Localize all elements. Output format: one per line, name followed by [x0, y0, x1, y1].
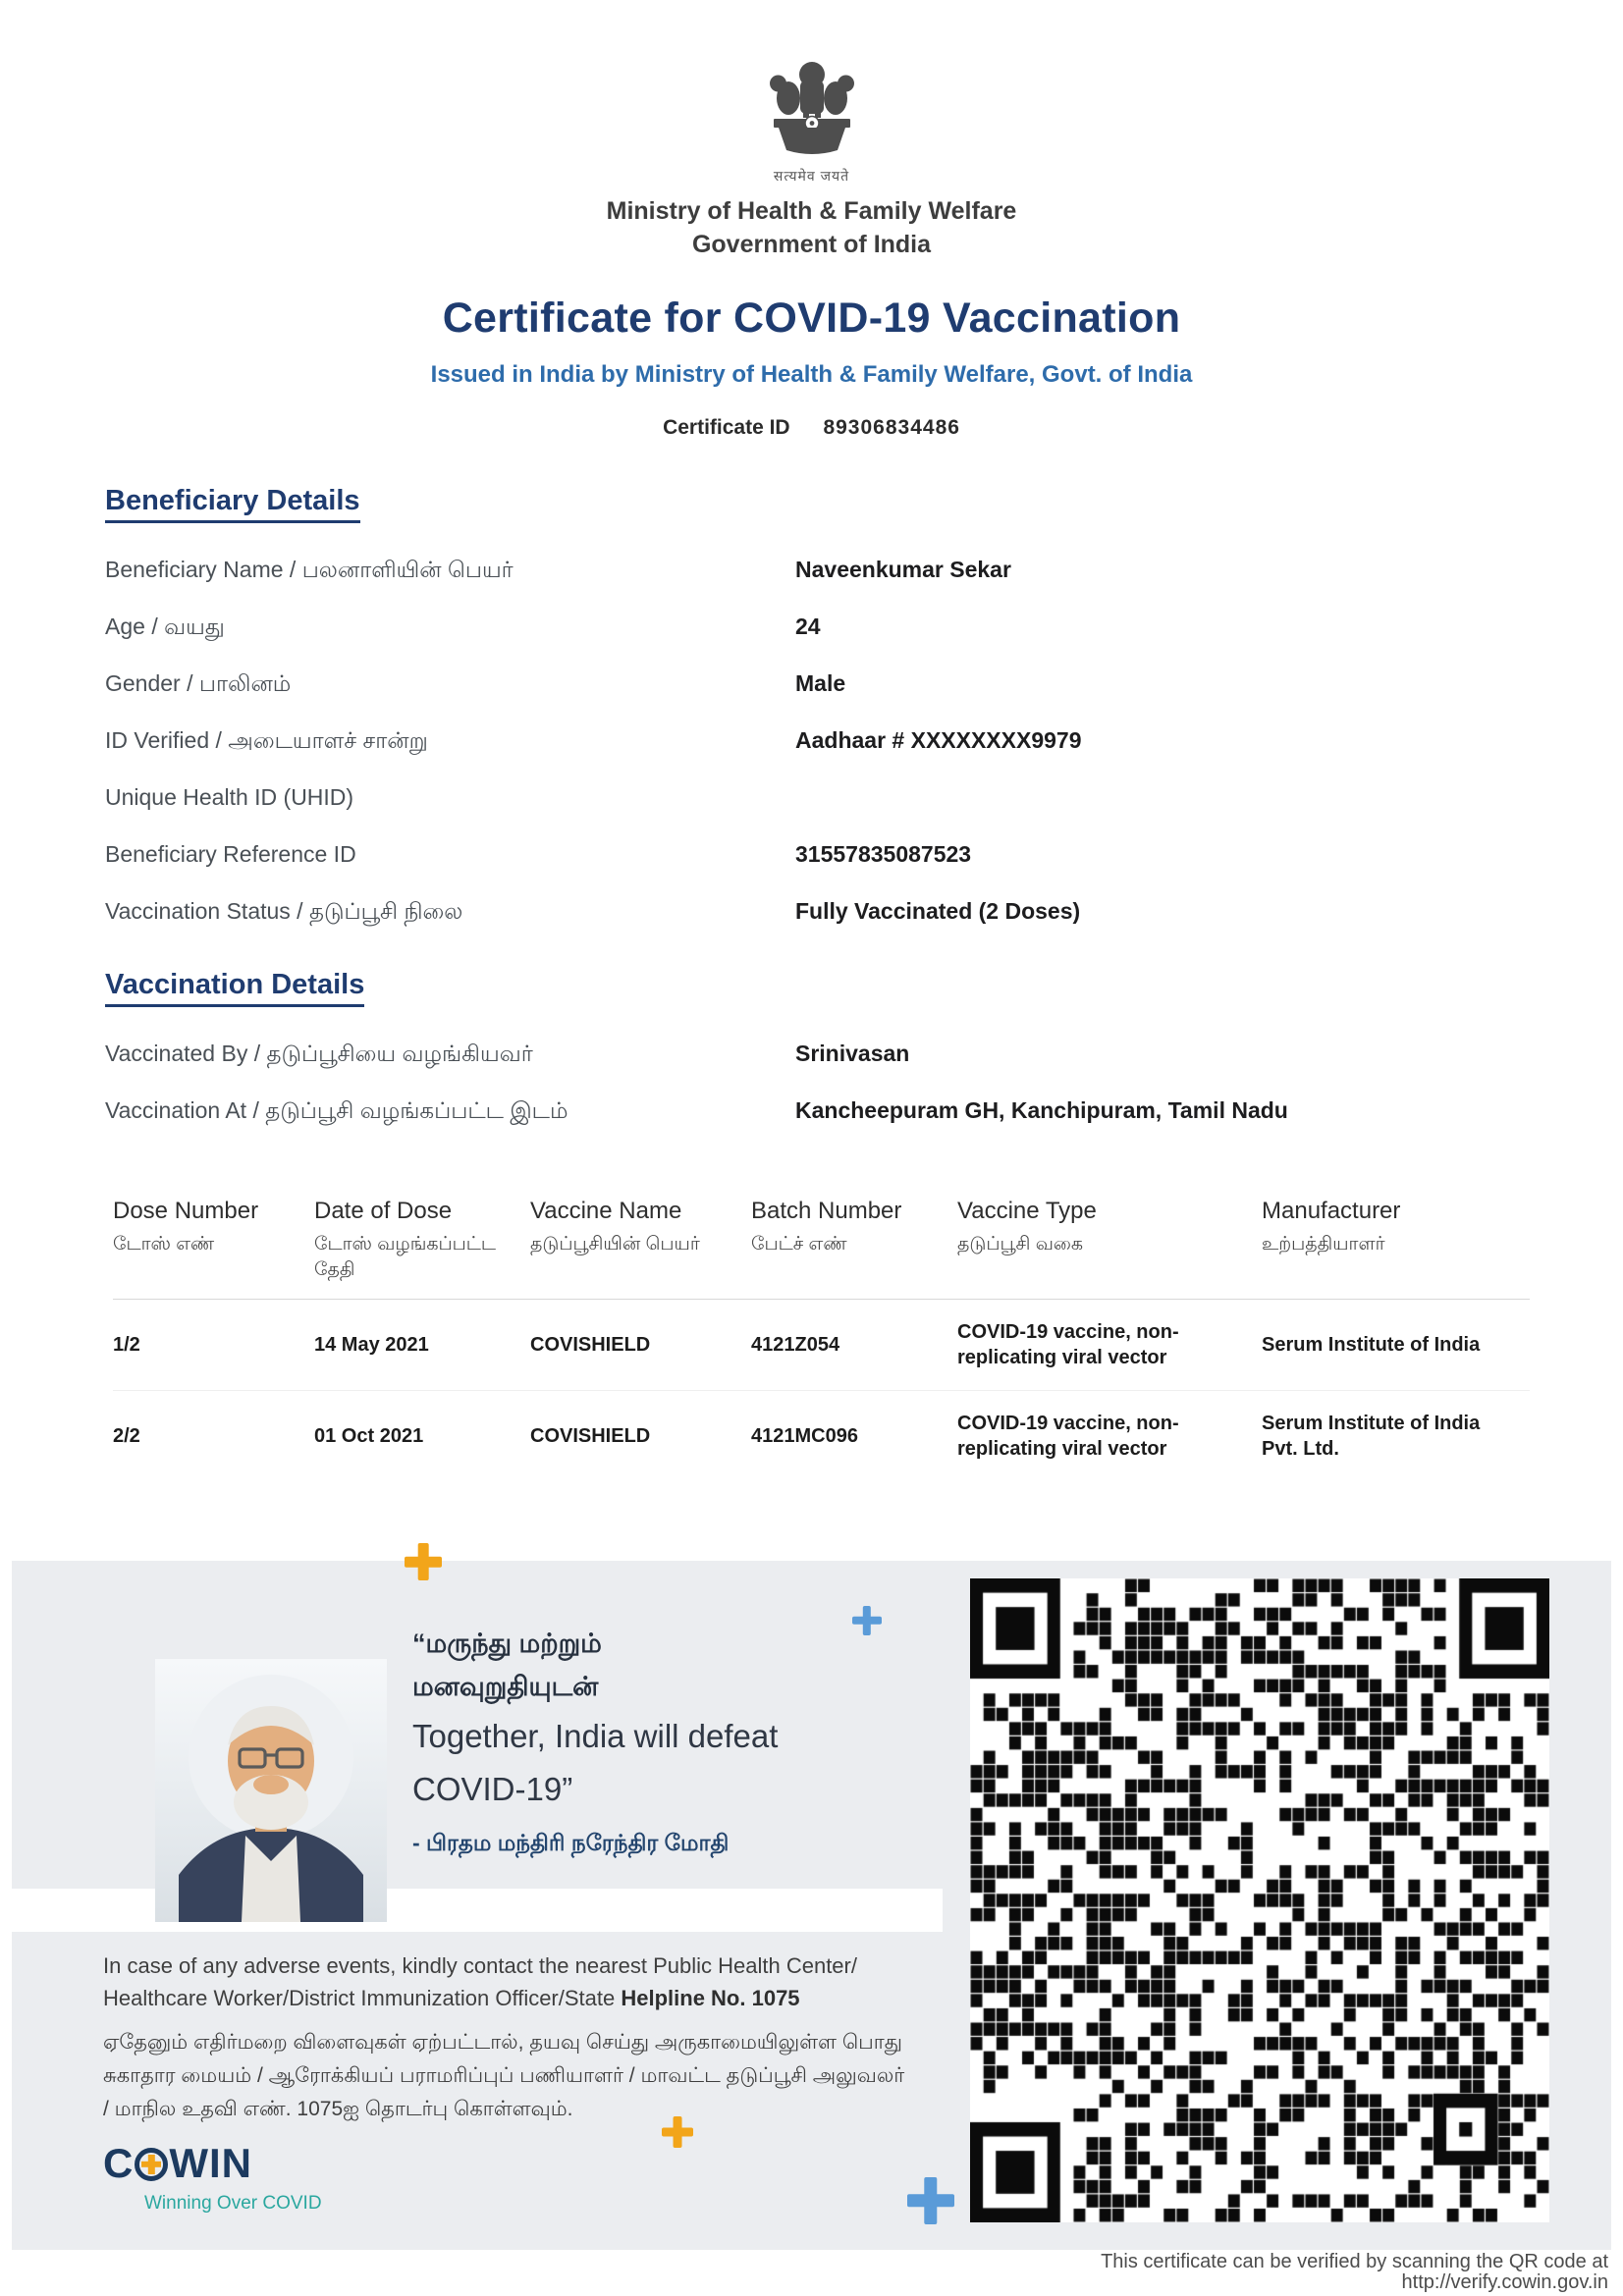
dose-cell: 2/2: [113, 1425, 140, 1447]
field-label: ID Verified / அடையாளச் சான்று: [105, 727, 428, 753]
field-row: [105, 1039, 1518, 1068]
cowin-logo-c: C: [103, 2140, 135, 2186]
dose-cell: 1/2: [113, 1334, 140, 1356]
field-row: [105, 668, 1518, 698]
verify-line: This certificate can be verified by scanning the QR code at: [1101, 2251, 1608, 2272]
dose-cell: COVID-19 vaccine, non-replicating viral vector: [957, 1321, 1179, 1368]
field-value: 24: [795, 614, 821, 639]
adverse-line-1: In case of any adverse events, kindly contact the nearest Public Health Center/: [103, 1953, 857, 1978]
helpline-number: Helpline No. 1075: [621, 1986, 800, 2010]
adverse-events-text: [103, 1949, 947, 2014]
dose-cell: 01 Oct 2021: [314, 1425, 424, 1447]
field-label: Beneficiary Name / பலனாளியின் பெயர்: [105, 557, 514, 582]
field-value: Naveenkumar Sekar: [795, 557, 1011, 582]
column-header-vaccine-type: Vaccine Type தடுப்பூசி வகை: [957, 1198, 1097, 1255]
quote-tamil: மனவுறுதியுடன்: [412, 1672, 599, 1701]
field-value: Kancheepuram GH, Kanchipuram, Tamil Nadu: [795, 1097, 1288, 1123]
certificate-subtitle: Issued in India by Ministry of Health & Family Welfare, Govt. of India: [430, 361, 1193, 388]
dose-table-header: [113, 1198, 1530, 1300]
cowin-plus-icon: [135, 2148, 168, 2181]
qr-code: [970, 1578, 1549, 2222]
field-label: Unique Health ID (UHID): [105, 784, 354, 810]
field-row: [105, 612, 1518, 641]
quote-english: Together, India will defeat: [412, 1718, 779, 1754]
pm-photo: [155, 1659, 387, 1922]
photo-strip: [12, 1889, 943, 1932]
cowin-logo: [103, 2142, 322, 2215]
blue-plus-icon: [907, 2177, 954, 2224]
dose-row-1: [113, 1300, 1530, 1391]
dose-cell: COVID-19 vaccine, non-replicating viral vector: [957, 1413, 1179, 1460]
cowin-logo-win: WIN: [169, 2140, 252, 2186]
yellow-plus-icon: [405, 1543, 442, 1580]
field-value: Aadhaar # XXXXXXXX9979: [795, 727, 1082, 753]
field-label: Vaccination Status / தடுப்பூசி நிலை: [105, 898, 463, 924]
column-header-batch-number: Batch Number பேட்ச் எண்: [751, 1198, 902, 1255]
india-national-emblem-icon: [0, 49, 1623, 165]
dose-cell: 14 May 2021: [314, 1334, 429, 1356]
field-label: Beneficiary Reference ID: [105, 841, 356, 867]
adverse-events-text-tamil: ஏதேனும் எதிர்மறை விளைவுகள் ஏற்பட்டால், தயவு செய்து அருகாமையிலுள்ள பொது சுகாதார மையம் / ஆரோக்கியப் பராமரிப்புப் பணியாளர் / மாவட்ட தடுப்பூசி அலுவலர் / மாநில உதவி எண். 1075ஐ தொடர்பு கொள்ளவும்.: [103, 2031, 905, 2120]
dose-cell: Serum Institute of India: [1262, 1334, 1481, 1356]
government-name: Government of India: [691, 231, 932, 258]
pm-quote: [412, 1622, 903, 1859]
beneficiary-details-section: [105, 485, 1518, 926]
field-row: [105, 725, 1518, 755]
field-label: Gender / பாலினம்: [105, 670, 292, 696]
field-label: Vaccination At / தடுப்பூசி வழங்கப்பட்ட இடம்: [105, 1097, 568, 1123]
field-value: Male: [795, 670, 846, 696]
certificate-id-row: [0, 416, 1623, 440]
dose-table: [113, 1198, 1530, 1481]
field-value: Fully Vaccinated (2 Doses): [795, 898, 1081, 924]
dose-cell: COVISHIELD: [530, 1425, 651, 1447]
column-header-manufacturer: Manufacturer உற்பத்தியாளர்: [1262, 1198, 1401, 1255]
dose-cell: Serum Institute of India Pvt. Ltd.: [1262, 1413, 1481, 1460]
certificate-id-value: 89306834486: [823, 416, 960, 439]
cowin-tagline: Winning Over COVID: [144, 2193, 322, 2214]
pm-portrait-icon: [155, 1659, 387, 1922]
dose-row-2: [113, 1391, 1530, 1481]
footer-panel: [12, 1561, 1611, 2250]
dose-cell: 4121MC096: [751, 1425, 858, 1447]
field-value: 31557835087523: [795, 841, 972, 867]
field-label: Age / வயது: [105, 614, 225, 639]
field-row: [105, 896, 1518, 926]
column-header-date-of-dose: Date of Dose டோஸ் வழங்கப்பட்ட தேதி: [314, 1198, 497, 1280]
column-header-vaccine-name: Vaccine Name தடுப்பூசியின் பெயர்: [530, 1198, 700, 1255]
field-label: Vaccinated By / தடுப்பூசியை வழங்கியவர்: [105, 1041, 533, 1066]
beneficiary-section-title: Beneficiary Details: [105, 485, 360, 523]
certificate-header: [0, 0, 1623, 440]
quote-english: COVID-19”: [412, 1771, 573, 1807]
dose-cell: 4121Z054: [751, 1334, 840, 1356]
field-row: [105, 1095, 1518, 1125]
field-row: [105, 839, 1518, 869]
field-value: Srinivasan: [795, 1041, 910, 1066]
field-row: [105, 555, 1518, 584]
adverse-line-2: Healthcare Worker/District Immunization Officer/State: [103, 1986, 622, 2010]
certificate-title: Certificate for COVID-19 Vaccination: [442, 294, 1181, 342]
verify-url: http://verify.cowin.gov.in: [1401, 2271, 1608, 2293]
field-row: [105, 782, 1518, 812]
column-header-dose-number: Dose Number டோஸ் எண்: [113, 1198, 259, 1255]
quote-tamil: “மருந்து மற்றும்: [412, 1629, 602, 1658]
ministry-name: Ministry of Health & Family Welfare: [606, 197, 1017, 225]
verify-text: [1101, 2252, 1608, 2293]
quote-attribution: - பிரதம மந்திரி நரேந்திர மோதி: [412, 1830, 730, 1855]
dose-cell: COVISHIELD: [530, 1334, 651, 1356]
emblem-motto: सत्यमेव जयते: [773, 168, 850, 184]
vaccination-section-title: Vaccination Details: [105, 969, 364, 1007]
certificate-id-label: Certificate ID: [663, 416, 790, 439]
vaccination-details-section: [105, 969, 1518, 1125]
